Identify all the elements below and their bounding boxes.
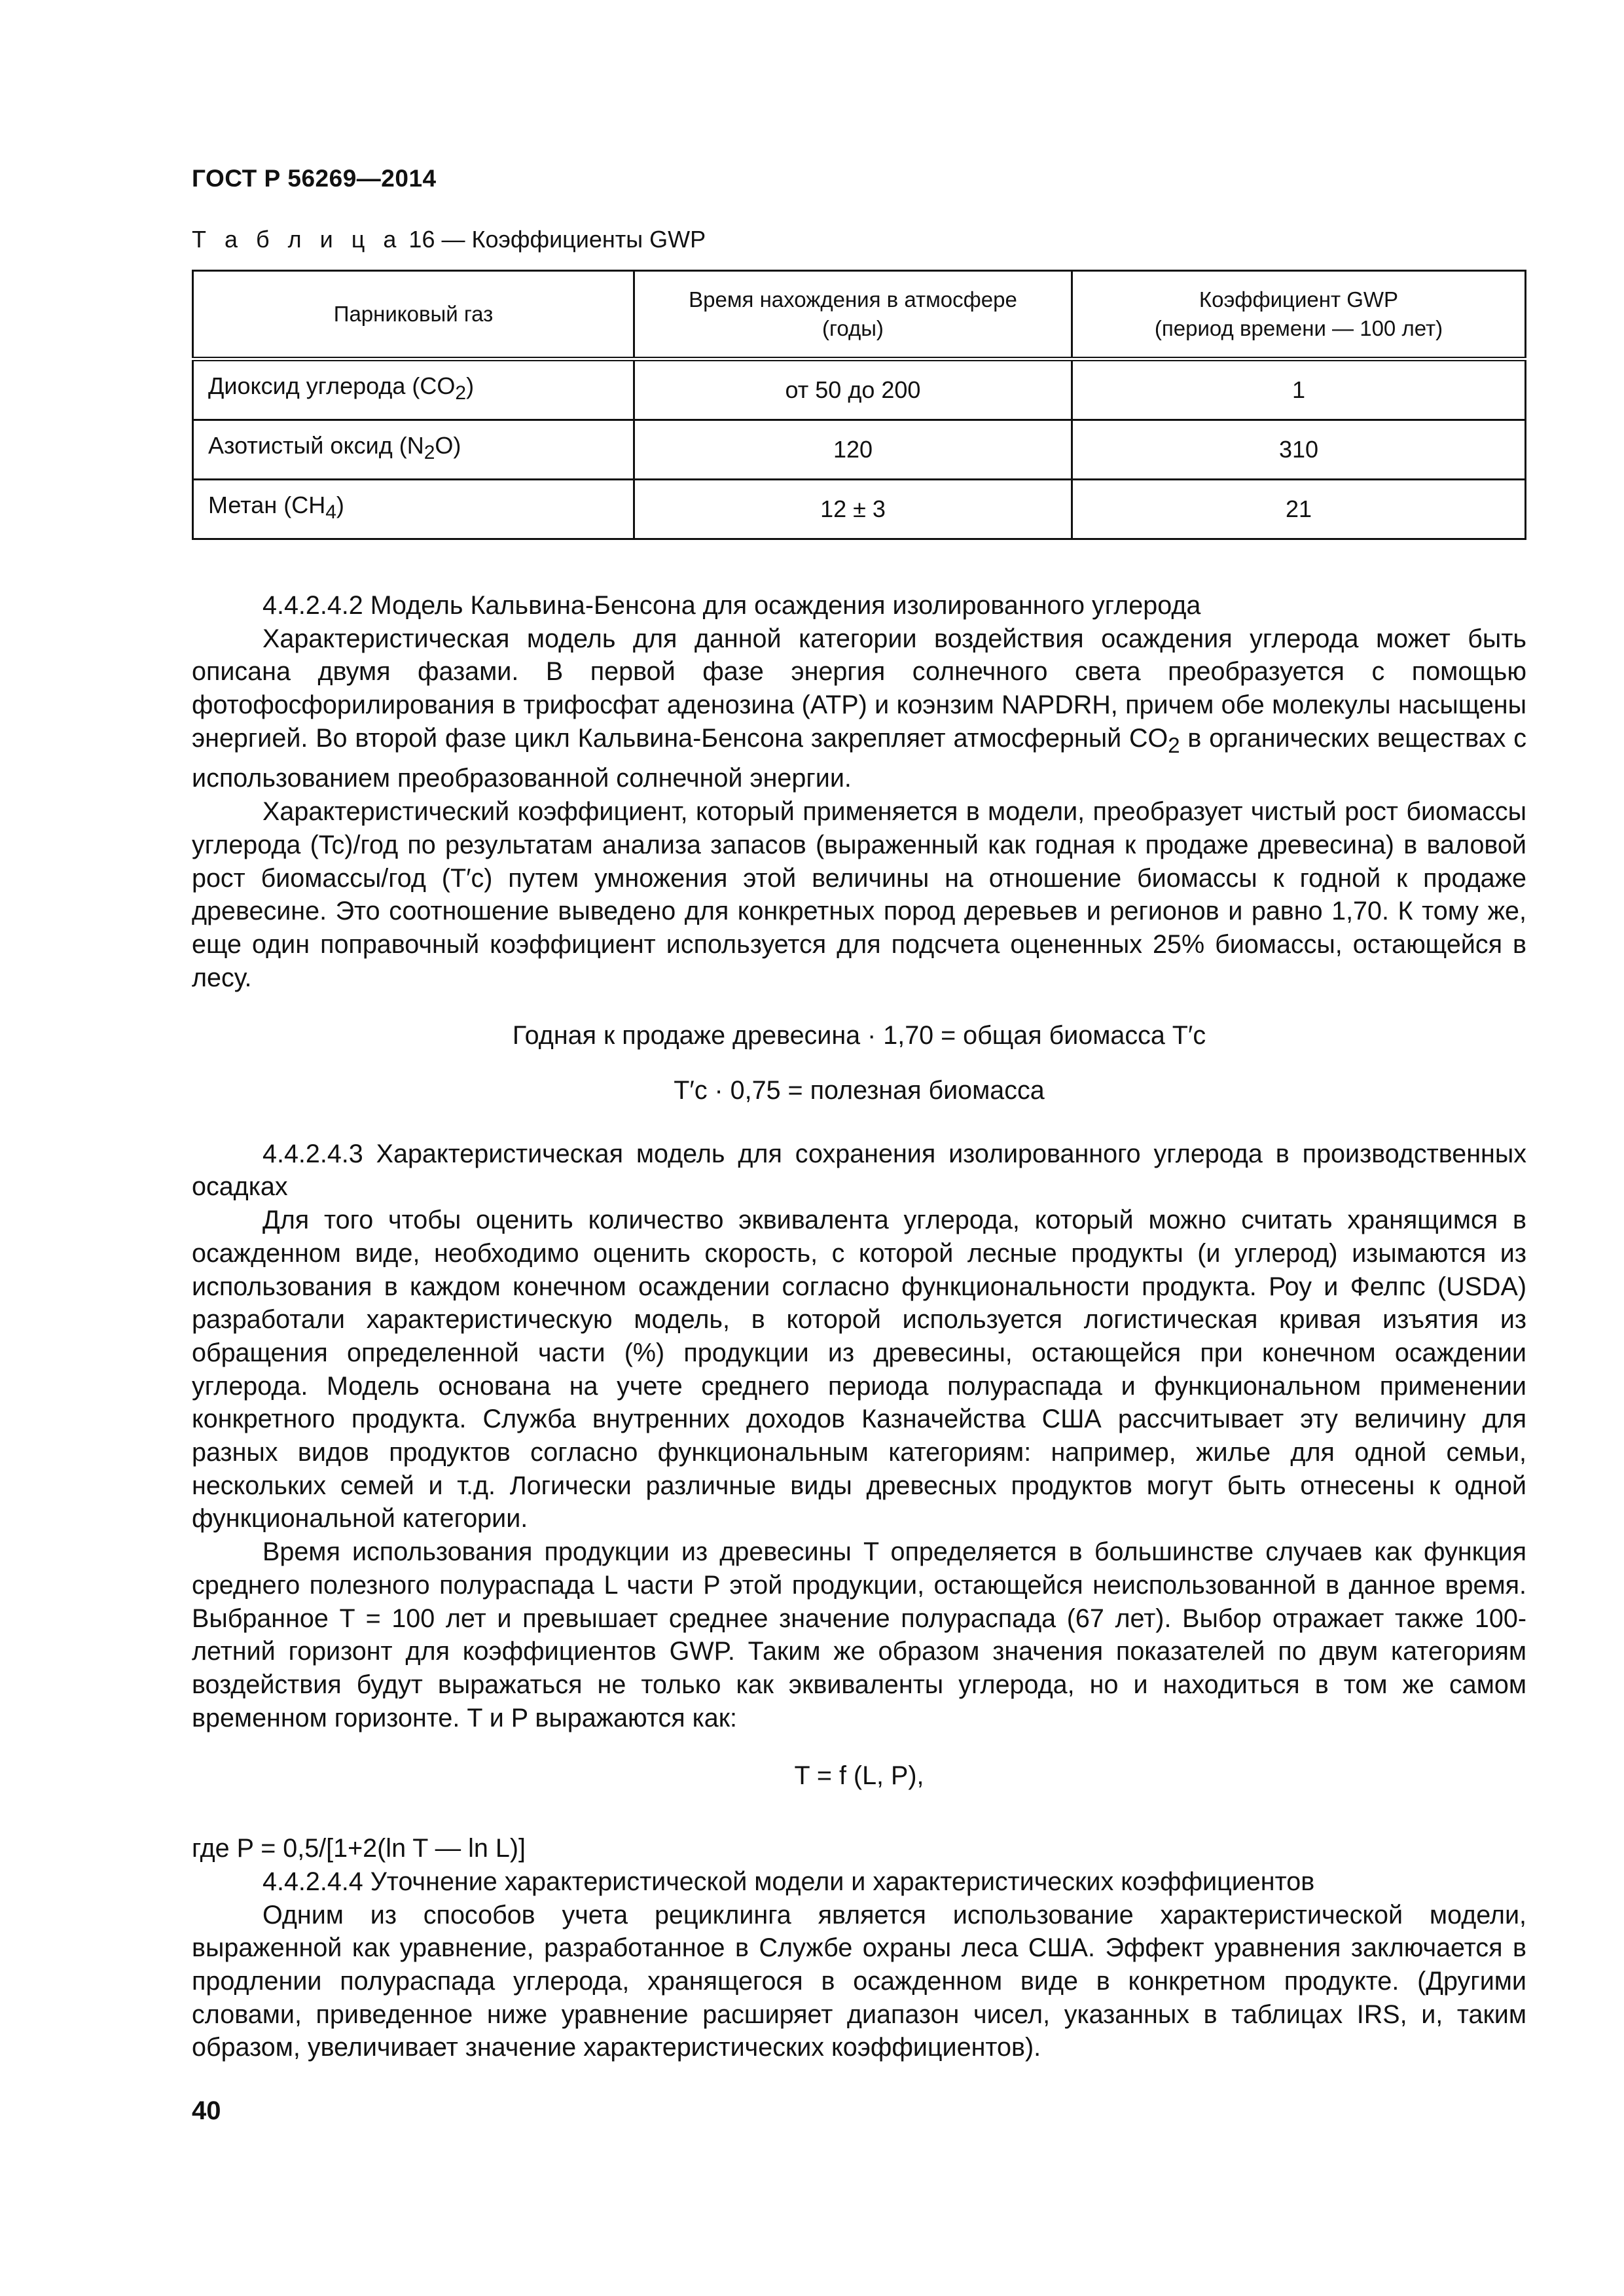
table-cell-gwp: 310: [1072, 420, 1525, 480]
table-cell-gas: Диоксид углерода $(CO_2)$: [193, 359, 634, 420]
table-cell-lifetime: 12 ± 3: [634, 480, 1072, 539]
table-caption-title: 16 — Коэффициенты GWP: [408, 226, 706, 253]
column-header-gwp-line2: (период времени — 100 лет): [1154, 316, 1443, 340]
column-header-lifetime-line2: (годы): [822, 316, 884, 340]
paragraph-carbon-equivalent: Для того чтобы оценить количество эквивалента углерода, который можно считать хранящимся в осажденном виде, необходимо оценить скорость, с которой лесные продукты (и углерод) изымаются из использования в каждом конечном осаждении согласно функциональности продукта. Роу и Фелпс (USDA) разработали характеристическую модель, в которой используется логистическая кривая изъятия из обращения определенной части (%) продукции из древесины, остающейся при конечном осаждении углерода. Модель основана на учете среднего периода полураспада и функциональном применении конкретного продукта. Служба внутренних доходов Казначейства США рассчитывает эту величину для разных видов продуктов согласно функциональным категориям: например, жилье для одной семьи, нескольких семей и т.д. Логически различные виды древесных продуктов могут быть отнесены к одной функциональной категории.: [192, 1206, 1526, 1534]
section-heading-4-4-2-4-2: 4.4.2.4.2 Модель Кальвина-Бенсона для осаждения изолированного углерода: [262, 591, 1201, 620]
page-number: 40: [192, 2096, 221, 2125]
column-header-gas-label: Парниковый газ: [333, 302, 494, 326]
table-cell-lifetime: от 50 до 200: [634, 359, 1072, 420]
table-row: [193, 420, 1526, 480]
paragraph-calvin-benson-phases: Характеристическая модель для данной категории воздействия осаждения углерода может быть описана двумя фазами. В первой фазе энергия солнечного света преобразуется с помощью фотофосфорилирования в трифосфат аденозина (ATP) и коэнзим NAPDRH, причем обе молекулы насыщены энергией. Во второй фазе цикл Кальвина-Бенсона закрепляет атмосферный $CO_2$ в органических веществах с использованием преобразованной солнечной энергии.: [192, 624, 1526, 793]
table-header-row: [193, 271, 1526, 359]
table-row: [193, 480, 1526, 539]
paragraph-usage-time: Время использования продукции из древесины T определяется в большинстве случаев как функция среднего полезного полураспада L части P этой продукции, остающейся неиспользованной в данное время. Выбранное T = 100 лет и превышает среднее значение полураспада (67 лет). Выбор отражает также 100-летний горизонт для коэффициентов GWP. Таким же образом значения показателей по двум категориям воздействия будут выражаться не только как эквиваленты углерода, но и находиться в том же самом временном горизонте. T и P выражаются как:: [192, 1537, 1526, 1732]
formula-t-function: T = f (L, P),: [794, 1761, 924, 1791]
column-header-gwp-line1: Коэффициент GWP: [1199, 287, 1399, 312]
table-cell-lifetime: 120: [634, 420, 1072, 480]
formula-total-biomass: Годная к продаже древесина · 1,70 = общая биомасса T′c: [512, 1021, 1206, 1050]
column-header-gwp: [1072, 271, 1525, 359]
table-cell-gas: Азотистый оксид $(N_2O)$: [193, 420, 634, 480]
section-heading-4-4-2-4-3: 4.4.2.4.3 Характеристическая модель для сохранения изолированного углерода в производственных осадках: [192, 1139, 1526, 1202]
paragraph-characteristic-coefficient: Характеристический коэффициент, который применяется в модели, преобразует чистый рост биомассы углерода (Tc)/год по результатам анализа запасов (выраженный как годная к продаже древесина) в валовой рост биомассы/год (T′c) путем умножения этой величины на отношение биомассы к годной к продаже древесине. Это соотношение выведено для конкретных пород деревьев и регионов и равно 1,70. К тому же, еще один поправочный коэффициент используется для подсчета оцененных 25% биомассы, остающейся в лесу.: [192, 797, 1526, 992]
column-header-lifetime-line1: Время нахождения в атмосфере: [689, 287, 1017, 312]
table-caption-label: Т а б л и ц а: [192, 226, 403, 253]
standard-header: ГОСТ Р 56269—2014: [192, 165, 437, 192]
table-caption: [192, 226, 706, 253]
column-header-lifetime: [634, 271, 1072, 359]
table-cell-gas: Метан $(CH_4)$: [193, 480, 634, 539]
body-text: [192, 589, 1526, 2064]
section-heading-4-4-2-4-4: 4.4.2.4.4 Уточнение характеристической модели и характеристических коэффициентов: [262, 1867, 1315, 1896]
formula-where-line: где P = 0,5/[1+2(ln T — ln L)]: [192, 1834, 526, 1863]
table-cell-gwp: 1: [1072, 359, 1525, 420]
table-row: [193, 359, 1526, 420]
paragraph-recycling: Одним из способов учета рециклинга является использование характеристической модели, выраженной как уравнение, разработанное в Службе охраны леса США. Эффект уравнения заключается в продлении полураспада углерода, хранящегося в осажденном виде в конкретном продукте. (Другими словами, приведенное ниже уравнение расширяет диапазон чисел, указанных в таблицах IRS, и, таким образом, увеличивает значение характеристических коэффициентов).: [192, 1900, 1526, 2062]
table-cell-gwp: 21: [1072, 480, 1525, 539]
column-header-gas: [193, 271, 634, 359]
gwp-table: [192, 270, 1526, 540]
formula-useful-biomass: T′c · 0,75 = полезная биомасса: [674, 1076, 1045, 1105]
